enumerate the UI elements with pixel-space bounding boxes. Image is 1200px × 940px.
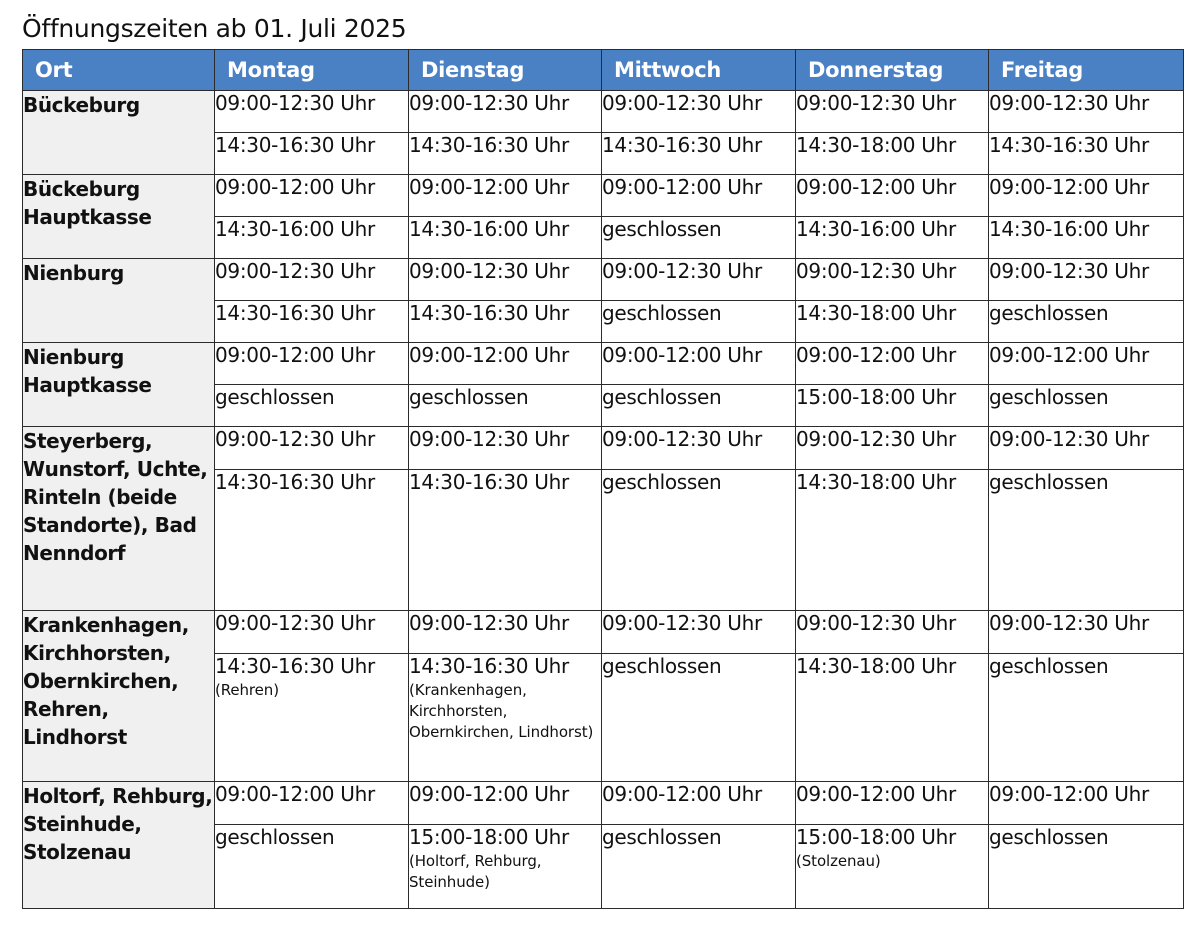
morning-hours-cell: 09:00-12:30 Uhr — [602, 91, 796, 133]
afternoon-hours-text: 14:30-16:00 Uhr — [989, 217, 1149, 241]
morning-hours-cell: 09:00-12:00 Uhr — [989, 175, 1184, 217]
table-row-bueckeburg-am — [23, 91, 1184, 133]
table-row-nienburg-am — [23, 259, 1184, 301]
location-note: (Krankenhagen, Kirchhorsten, Obernkirchen, Lindhorst) — [409, 681, 594, 741]
afternoon-hours-text: geschlossen — [989, 470, 1109, 494]
afternoon-hours-cell — [215, 654, 409, 782]
location-note: (Rehren) — [215, 681, 279, 699]
afternoon-hours-text: geschlossen — [602, 825, 722, 849]
morning-hours-cell: 09:00-12:00 Uhr — [215, 175, 409, 217]
morning-hours-cell: 09:00-12:30 Uhr — [215, 91, 409, 133]
afternoon-hours-text: 14:30-16:30 Uhr — [409, 470, 569, 494]
afternoon-hours-text: 14:30-16:30 Uhr — [215, 301, 375, 325]
afternoon-hours-text: geschlossen — [215, 825, 335, 849]
location-cell: Steyerberg, Wunstorf, Uchte, Rinteln (beide Standorte), Bad Nenndorf — [23, 427, 215, 611]
header-freitag: Freitag — [989, 50, 1184, 91]
morning-hours-cell: 09:00-12:30 Uhr — [989, 611, 1184, 654]
header-row — [23, 50, 1184, 91]
location-cell: Bückeburg Hauptkasse — [23, 175, 215, 259]
morning-hours-cell: 09:00-12:00 Uhr — [215, 782, 409, 825]
afternoon-hours-cell — [409, 133, 602, 175]
afternoon-hours-text: 14:30-16:00 Uhr — [409, 217, 569, 241]
morning-hours-cell: 09:00-12:30 Uhr — [409, 259, 602, 301]
afternoon-hours-cell — [989, 217, 1184, 259]
morning-hours-cell: 09:00-12:30 Uhr — [409, 611, 602, 654]
afternoon-hours-cell — [215, 301, 409, 343]
location-cell: Krankenhagen, Kirchhorsten, Obernkirchen, Rehren, Lindhorst — [23, 611, 215, 782]
afternoon-hours-text: geschlossen — [602, 217, 722, 241]
afternoon-hours-cell — [215, 133, 409, 175]
afternoon-hours-text: 14:30-18:00 Uhr — [796, 654, 956, 678]
morning-hours-cell: 09:00-12:00 Uhr — [215, 343, 409, 385]
morning-hours-cell: 09:00-12:00 Uhr — [409, 343, 602, 385]
morning-hours-cell: 09:00-12:00 Uhr — [602, 343, 796, 385]
morning-hours-cell: 09:00-12:00 Uhr — [602, 175, 796, 217]
afternoon-hours-cell — [602, 133, 796, 175]
table-row-holtorf-group-am — [23, 782, 1184, 825]
afternoon-hours-cell — [989, 301, 1184, 343]
afternoon-hours-cell — [796, 825, 989, 909]
header-ort: Ort — [23, 50, 215, 91]
afternoon-hours-cell — [215, 825, 409, 909]
afternoon-hours-text: geschlossen — [989, 654, 1109, 678]
morning-hours-cell: 09:00-12:30 Uhr — [602, 259, 796, 301]
afternoon-hours-cell — [602, 654, 796, 782]
header-dienstag: Dienstag — [409, 50, 602, 91]
morning-hours-cell: 09:00-12:30 Uhr — [796, 259, 989, 301]
afternoon-hours-cell — [796, 133, 989, 175]
morning-hours-cell: 09:00-12:30 Uhr — [215, 611, 409, 654]
morning-hours-cell: 09:00-12:30 Uhr — [796, 427, 989, 470]
afternoon-hours-cell — [989, 133, 1184, 175]
morning-hours-cell: 09:00-12:30 Uhr — [409, 91, 602, 133]
afternoon-hours-text: 14:30-16:30 Uhr — [215, 133, 375, 157]
afternoon-hours-text: 14:30-16:00 Uhr — [796, 217, 956, 241]
afternoon-hours-text: 14:30-18:00 Uhr — [796, 301, 956, 325]
morning-hours-cell: 09:00-12:00 Uhr — [796, 175, 989, 217]
afternoon-hours-text: 14:30-16:30 Uhr — [409, 133, 569, 157]
morning-hours-cell: 09:00-12:00 Uhr — [989, 782, 1184, 825]
afternoon-hours-text: 15:00-18:00 Uhr — [409, 825, 569, 849]
morning-hours-cell: 09:00-12:30 Uhr — [989, 427, 1184, 470]
afternoon-hours-text: geschlossen — [602, 301, 722, 325]
afternoon-hours-cell — [796, 654, 989, 782]
afternoon-hours-text: 14:30-16:30 Uhr — [215, 654, 375, 678]
location-cell: Nienburg Hauptkasse — [23, 343, 215, 427]
afternoon-hours-text: 14:30-16:30 Uhr — [989, 133, 1149, 157]
afternoon-hours-text: 14:30-16:30 Uhr — [215, 470, 375, 494]
location-note: (Holtorf, Rehburg, Steinhude) — [409, 852, 542, 891]
afternoon-hours-cell — [409, 301, 602, 343]
table-row-steyerberg-group-am — [23, 427, 1184, 470]
table-row-bueckeburg-hauptkasse-am — [23, 175, 1184, 217]
afternoon-hours-cell — [409, 217, 602, 259]
location-cell: Nienburg — [23, 259, 215, 343]
table-row-krankenhagen-group-am — [23, 611, 1184, 654]
header-montag: Montag — [215, 50, 409, 91]
afternoon-hours-cell — [215, 470, 409, 611]
afternoon-hours-cell — [409, 470, 602, 611]
location-cell: Holtorf, Rehburg, Steinhude, Stolzenau — [23, 782, 215, 909]
morning-hours-cell: 09:00-12:30 Uhr — [602, 611, 796, 654]
afternoon-hours-cell — [602, 470, 796, 611]
morning-hours-cell: 09:00-12:30 Uhr — [796, 91, 989, 133]
header-mittwoch: Mittwoch — [602, 50, 796, 91]
afternoon-hours-cell — [989, 654, 1184, 782]
afternoon-hours-cell — [796, 470, 989, 611]
afternoon-hours-cell — [602, 217, 796, 259]
morning-hours-cell: 09:00-12:00 Uhr — [409, 782, 602, 825]
afternoon-hours-cell — [215, 385, 409, 427]
location-note: (Stolzenau) — [796, 852, 881, 870]
morning-hours-cell: 09:00-12:00 Uhr — [796, 782, 989, 825]
afternoon-hours-text: geschlossen — [602, 385, 722, 409]
afternoon-hours-cell — [989, 825, 1184, 909]
morning-hours-cell: 09:00-12:30 Uhr — [215, 427, 409, 470]
morning-hours-cell: 09:00-12:00 Uhr — [602, 782, 796, 825]
morning-hours-cell: 09:00-12:30 Uhr — [796, 611, 989, 654]
table-row-nienburg-hauptkasse-am — [23, 343, 1184, 385]
afternoon-hours-text: 14:30-18:00 Uhr — [796, 133, 956, 157]
afternoon-hours-cell — [602, 825, 796, 909]
afternoon-hours-text: geschlossen — [409, 385, 529, 409]
afternoon-hours-text: 14:30-16:30 Uhr — [409, 654, 569, 678]
afternoon-hours-cell — [989, 470, 1184, 611]
opening-hours-table — [22, 49, 1184, 909]
afternoon-hours-text: 14:30-16:00 Uhr — [215, 217, 375, 241]
morning-hours-cell: 09:00-12:00 Uhr — [409, 175, 602, 217]
afternoon-hours-text: 14:30-16:30 Uhr — [602, 133, 762, 157]
afternoon-hours-cell — [409, 654, 602, 782]
afternoon-hours-text: geschlossen — [602, 470, 722, 494]
afternoon-hours-text: 14:30-18:00 Uhr — [796, 470, 956, 494]
morning-hours-cell: 09:00-12:30 Uhr — [989, 259, 1184, 301]
page-title: Öffnungszeiten ab 01. Juli 2025 — [22, 14, 407, 43]
afternoon-hours-text: 15:00-18:00 Uhr — [796, 825, 956, 849]
afternoon-hours-cell — [602, 385, 796, 427]
morning-hours-cell: 09:00-12:30 Uhr — [215, 259, 409, 301]
afternoon-hours-cell — [215, 217, 409, 259]
afternoon-hours-text: 14:30-16:30 Uhr — [409, 301, 569, 325]
morning-hours-cell: 09:00-12:30 Uhr — [602, 427, 796, 470]
afternoon-hours-cell — [602, 301, 796, 343]
afternoon-hours-text: geschlossen — [989, 385, 1109, 409]
afternoon-hours-text: geschlossen — [989, 825, 1109, 849]
afternoon-hours-cell — [989, 385, 1184, 427]
afternoon-hours-text: geschlossen — [989, 301, 1109, 325]
afternoon-hours-text: 15:00-18:00 Uhr — [796, 385, 956, 409]
morning-hours-cell: 09:00-12:00 Uhr — [796, 343, 989, 385]
afternoon-hours-cell — [409, 825, 602, 909]
afternoon-hours-text: geschlossen — [602, 654, 722, 678]
morning-hours-cell: 09:00-12:30 Uhr — [409, 427, 602, 470]
morning-hours-cell: 09:00-12:30 Uhr — [989, 91, 1184, 133]
afternoon-hours-cell — [796, 217, 989, 259]
afternoon-hours-cell — [796, 301, 989, 343]
afternoon-hours-cell — [409, 385, 602, 427]
afternoon-hours-text: geschlossen — [215, 385, 335, 409]
morning-hours-cell: 09:00-12:00 Uhr — [989, 343, 1184, 385]
location-cell: Bückeburg — [23, 91, 215, 175]
header-donnerstag: Donnerstag — [796, 50, 989, 91]
afternoon-hours-cell — [796, 385, 989, 427]
